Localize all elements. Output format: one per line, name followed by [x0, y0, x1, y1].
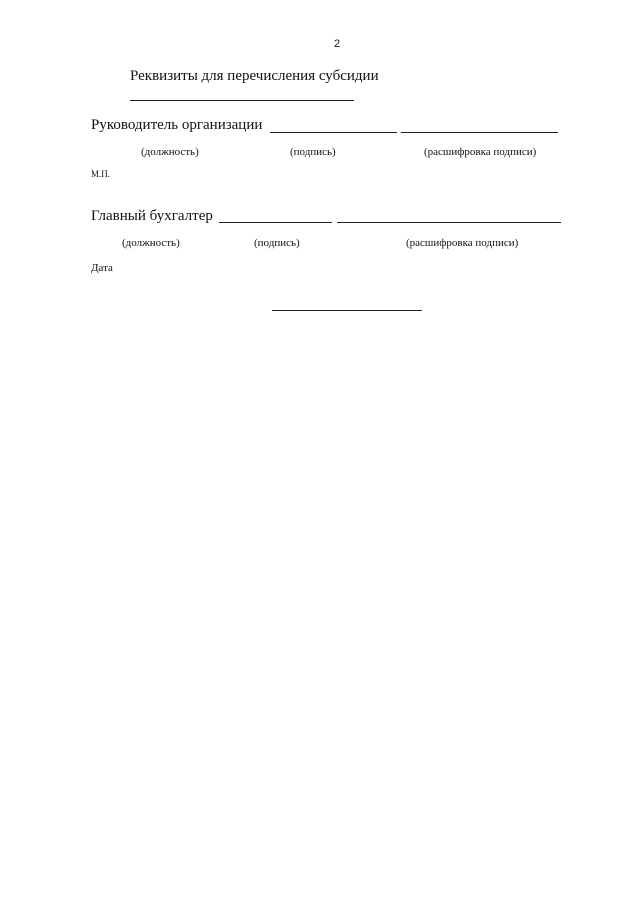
closing-separator-line	[272, 310, 422, 311]
head-caption-position: (должность)	[141, 146, 199, 158]
stamp-label: М.П.	[91, 169, 111, 179]
accountant-decoding-line	[337, 222, 561, 223]
accountant-label: Главный бухгалтер	[91, 208, 213, 224]
head-label: Руководитель организации	[91, 117, 263, 133]
date-label: Дата	[91, 262, 113, 274]
accountant-caption-position: (должность)	[122, 237, 180, 249]
accountant-caption-decoding: (расшифровка подписи)	[406, 237, 519, 249]
requisites-title: Реквизиты для перечисления субсидии	[130, 68, 379, 84]
head-decoding-line	[401, 132, 558, 133]
page-number: 2	[334, 38, 341, 50]
head-caption-signature: (подпись)	[290, 146, 336, 158]
accountant-caption-signature: (подпись)	[254, 237, 300, 249]
head-caption-decoding: (расшифровка подписи)	[424, 146, 537, 158]
head-position-line	[270, 132, 397, 133]
requisites-line	[130, 100, 354, 101]
accountant-position-line	[219, 222, 332, 223]
